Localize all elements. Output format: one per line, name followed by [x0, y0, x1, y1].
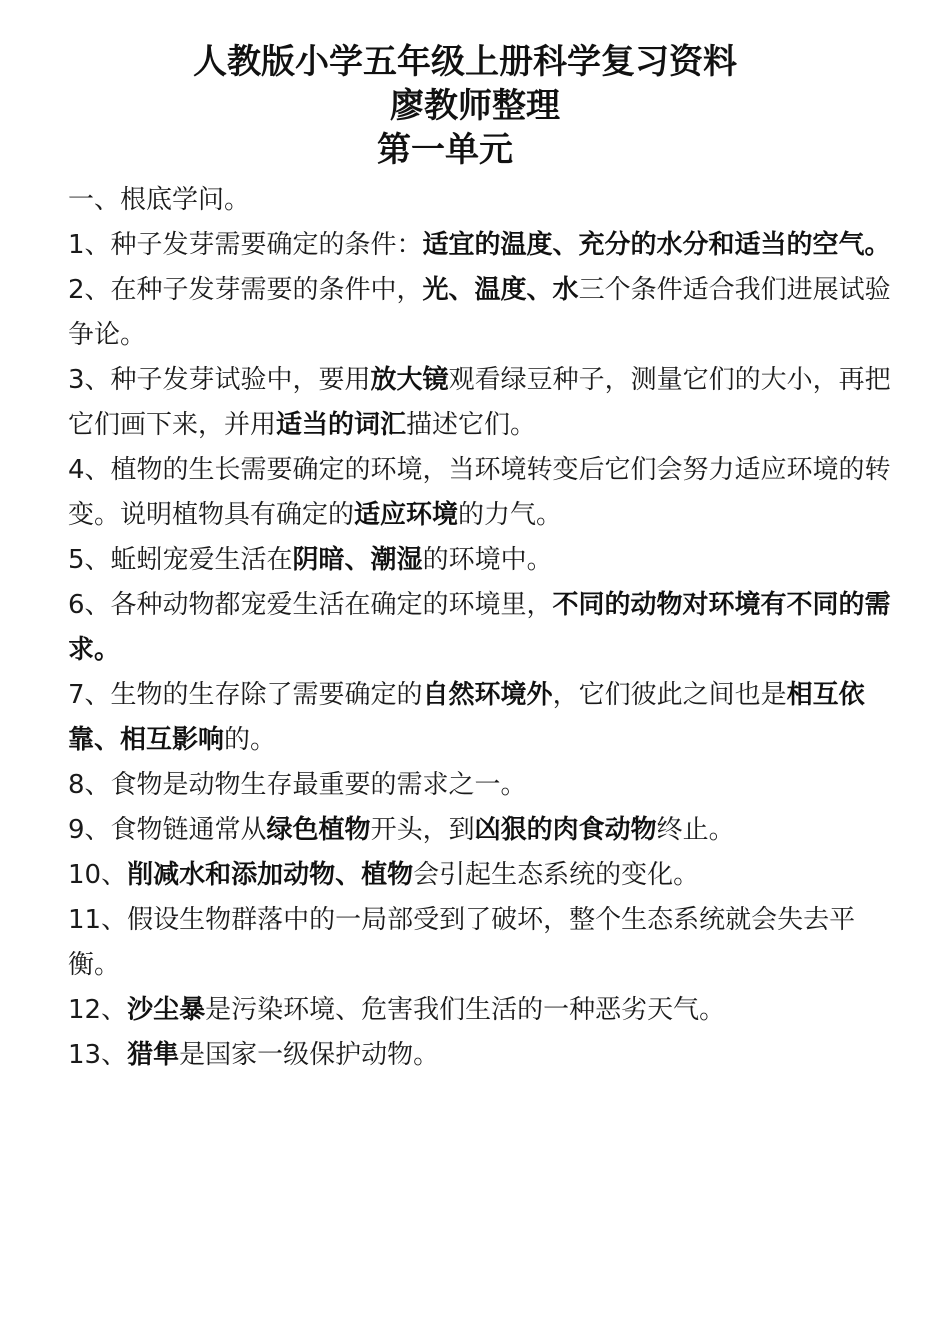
review-item	[68, 583, 898, 673]
item-text: 9、食物链通常从	[68, 815, 267, 845]
item-text: 的。	[224, 725, 277, 755]
review-item	[68, 853, 898, 898]
key-point-text: 光、温度、水	[422, 275, 579, 305]
review-item	[68, 1033, 898, 1078]
key-point-text: 不同的动物对环境有不同的需求。	[68, 590, 891, 665]
item-text: 观看绿豆种子，测量它们的大小，再把它们画下来，并用	[68, 365, 891, 440]
key-point-text: 适宜的温度、充分的水分和适当的空气。	[422, 230, 891, 260]
section-heading: 一、根底学问。	[68, 185, 251, 215]
item-text: 4、植物的生长需要确定的环境，当环境转变后它们会努力适应环境的转变。说明植物具有确定的	[68, 455, 891, 530]
item-text: 的力气。	[458, 500, 563, 530]
item-text: 10、	[68, 860, 128, 890]
item-text: 的环境中。	[422, 545, 553, 575]
review-item	[68, 448, 898, 538]
item-text: 是国家一级保护动物。	[179, 1040, 440, 1070]
item-text: 13、	[68, 1040, 128, 1070]
item-text: 三个条件适合我们进展试验争论。	[68, 275, 891, 350]
item-text: 5、蚯蚓宠爱生活在	[68, 545, 293, 575]
key-point-text: 放大镜	[370, 365, 449, 395]
item-text: 描述它们。	[406, 410, 537, 440]
key-point-text: 猎隼	[127, 1040, 180, 1070]
review-item	[68, 898, 898, 988]
key-point-text: 削减水和添加动物、植物	[127, 860, 414, 890]
item-text: 1、种子发芽需要确定的条件：	[68, 230, 423, 260]
review-item	[68, 763, 898, 808]
review-item	[68, 268, 898, 358]
item-text: 会引起生态系统的变化。	[413, 860, 700, 890]
item-text: 是污染环境、危害我们生活的一种恶劣天气。	[205, 995, 726, 1025]
item-text: 3、种子发芽试验中，要用	[68, 365, 371, 395]
item-text: 11、假设生物群落中的一局部受到了破坏，整个生态系统就会失去平衡。	[68, 905, 856, 980]
item-text: ，它们彼此之间也是	[552, 680, 787, 710]
key-point-text: 阴暗、潮湿	[292, 545, 423, 575]
key-point-text: 凶狠的肉食动物	[474, 815, 657, 845]
document-author: 廖教师整理	[390, 86, 560, 126]
item-text: 终止。	[656, 815, 735, 845]
item-text: 2、在种子发芽需要的条件中，	[68, 275, 423, 305]
review-item	[68, 988, 898, 1033]
review-item	[68, 223, 898, 268]
key-point-text: 适应环境	[354, 500, 459, 530]
review-item	[68, 808, 898, 853]
item-text: 开头，到	[370, 815, 475, 845]
key-point-text: 自然环境外	[422, 680, 553, 710]
document-body	[68, 178, 898, 1078]
review-item	[68, 358, 898, 448]
review-item	[68, 673, 898, 763]
item-text: 7、生物的生存除了需要确定的	[68, 680, 423, 710]
item-text: 8、食物是动物生存最重要的需求之一。	[68, 770, 527, 800]
key-point-text: 沙尘暴	[127, 995, 206, 1025]
item-text: 6、各种动物都宠爱生活在确定的环境里，	[68, 590, 553, 620]
item-text: 12、	[68, 995, 128, 1025]
key-point-text: 相互依靠、相互影响	[68, 680, 865, 755]
key-point-text: 绿色植物	[266, 815, 371, 845]
document-title: 人教版小学五年级上册科学复习资料	[193, 42, 737, 82]
key-point-text: 适当的词汇	[276, 410, 407, 440]
review-item	[68, 538, 898, 583]
unit-heading: 第一单元	[377, 130, 513, 170]
